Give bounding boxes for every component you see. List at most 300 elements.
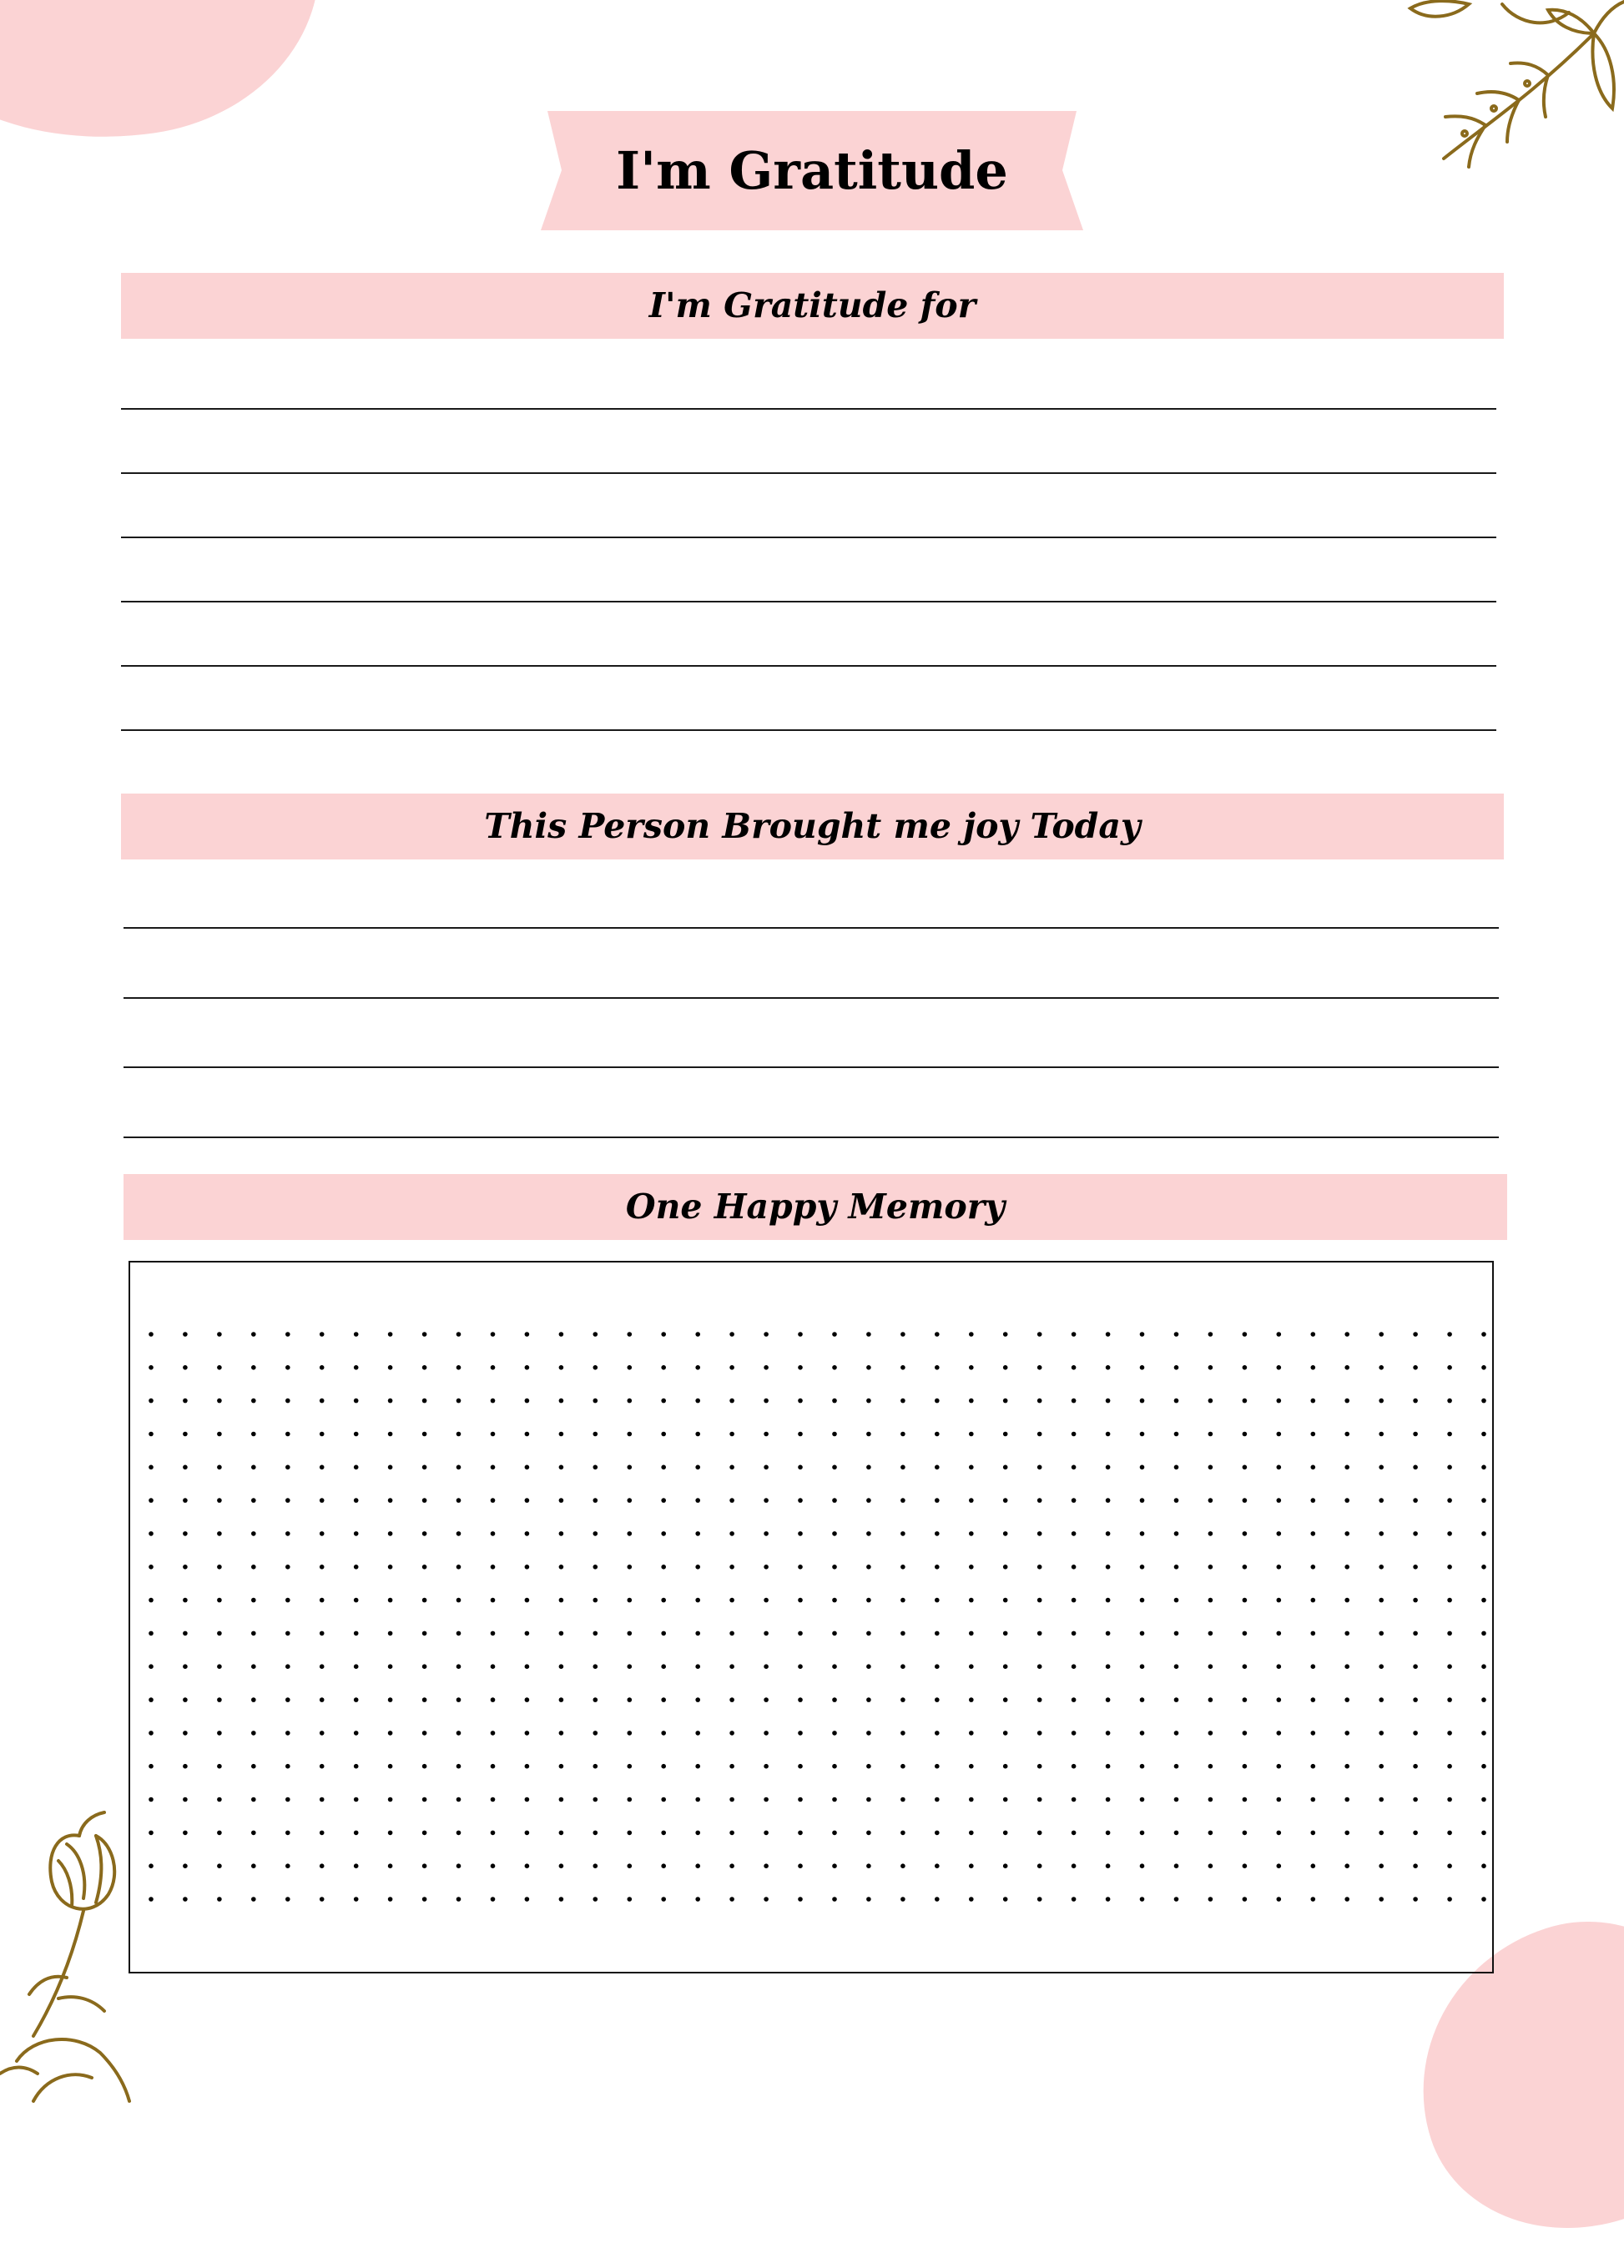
- grid-dot: [729, 1498, 734, 1503]
- grid-dot: [456, 1498, 461, 1503]
- grid-dot: [628, 1565, 633, 1570]
- grid-dot: [1344, 1664, 1349, 1669]
- grid-dot: [832, 1531, 837, 1536]
- grid-dot: [149, 1863, 154, 1868]
- grid-dot: [900, 1731, 905, 1736]
- grid-dot: [1447, 1598, 1452, 1603]
- grid-dot: [1106, 1831, 1111, 1836]
- grid-dot: [456, 1664, 461, 1669]
- title-banner: [541, 111, 1083, 230]
- grid-dot: [593, 1465, 598, 1470]
- grid-dot: [525, 1863, 530, 1868]
- grid-dot: [1344, 1399, 1349, 1404]
- grid-dot: [1174, 1863, 1179, 1868]
- grid-dot: [695, 1797, 700, 1802]
- grid-dot: [1072, 1631, 1077, 1636]
- grid-dot: [354, 1498, 359, 1503]
- grid-dot: [798, 1498, 803, 1503]
- grid-dot: [285, 1897, 290, 1902]
- grid-dot: [900, 1432, 905, 1437]
- grid-dot: [764, 1332, 769, 1337]
- grid-dot: [388, 1797, 393, 1802]
- grid-dot: [695, 1399, 700, 1404]
- grid-dot: [661, 1897, 666, 1902]
- grid-dot: [1140, 1498, 1145, 1503]
- grid-dot: [764, 1731, 769, 1736]
- grid-dot: [628, 1631, 633, 1636]
- grid-dot: [491, 1565, 496, 1570]
- grid-dot: [593, 1731, 598, 1736]
- grid-dot: [422, 1498, 427, 1503]
- grid-dot: [1379, 1531, 1384, 1536]
- grid-dot: [764, 1631, 769, 1636]
- grid-dot: [1208, 1664, 1213, 1669]
- grid-dot: [1344, 1797, 1349, 1802]
- grid-dot: [866, 1598, 871, 1603]
- grid-dot: [832, 1498, 837, 1503]
- grid-dot: [285, 1731, 290, 1736]
- grid-dot: [593, 1498, 598, 1503]
- grid-dot: [422, 1697, 427, 1702]
- grid-dot: [1174, 1432, 1179, 1437]
- grid-dot: [1311, 1399, 1316, 1404]
- grid-dot: [729, 1863, 734, 1868]
- grid-dot: [251, 1731, 256, 1736]
- grid-dot: [628, 1498, 633, 1503]
- grid-dot: [1003, 1863, 1008, 1868]
- grid-dot: [661, 1432, 666, 1437]
- grid-dot: [935, 1831, 940, 1836]
- grid-dot: [1072, 1764, 1077, 1769]
- grid-dot: [1208, 1531, 1213, 1536]
- grid-dot: [1447, 1631, 1452, 1636]
- grid-dot: [1140, 1565, 1145, 1570]
- grid-dot: [559, 1664, 564, 1669]
- grid-dot: [1413, 1764, 1418, 1769]
- grid-dot: [695, 1498, 700, 1503]
- grid-dot: [1106, 1797, 1111, 1802]
- grid-dot: [1379, 1432, 1384, 1437]
- grid-dot: [354, 1697, 359, 1702]
- grid-dot: [1140, 1598, 1145, 1603]
- grid-dot: [183, 1764, 188, 1769]
- grid-dot: [900, 1631, 905, 1636]
- grid-dot: [935, 1531, 940, 1536]
- grid-dot: [388, 1863, 393, 1868]
- grid-dot: [285, 1797, 290, 1802]
- grid-dot: [1174, 1664, 1179, 1669]
- grid-dot: [1311, 1831, 1316, 1836]
- grid-dot: [1481, 1897, 1486, 1902]
- grid-dot: [320, 1863, 325, 1868]
- grid-dot: [251, 1764, 256, 1769]
- grid-dot: [798, 1631, 803, 1636]
- grid-dot: [695, 1831, 700, 1836]
- grid-dot: [354, 1731, 359, 1736]
- grid-dot: [1379, 1731, 1384, 1736]
- grid-dot: [798, 1565, 803, 1570]
- grid-dot: [559, 1831, 564, 1836]
- grid-dot: [1072, 1365, 1077, 1370]
- grid-dot: [969, 1365, 974, 1370]
- grid-dot: [1344, 1598, 1349, 1603]
- grid-dot: [695, 1897, 700, 1902]
- grid-dot: [559, 1332, 564, 1337]
- grid-dot: [217, 1863, 222, 1868]
- grid-dot: [1277, 1465, 1282, 1470]
- grid-dot: [1072, 1465, 1077, 1470]
- grid-dot: [1311, 1664, 1316, 1669]
- grid-dot: [866, 1697, 871, 1702]
- grid-dot: [1106, 1697, 1111, 1702]
- grid-dot: [1481, 1565, 1486, 1570]
- grid-dot: [1106, 1764, 1111, 1769]
- section-heading-memory: One Happy Memory: [124, 1174, 1507, 1240]
- grid-dot: [1174, 1831, 1179, 1836]
- grid-dot: [217, 1831, 222, 1836]
- grid-dot: [866, 1797, 871, 1802]
- grid-dot: [183, 1797, 188, 1802]
- grid-dot: [251, 1863, 256, 1868]
- grid-dot: [525, 1664, 530, 1669]
- grid-dot: [900, 1764, 905, 1769]
- grid-dot: [593, 1365, 598, 1370]
- grid-dot: [1140, 1399, 1145, 1404]
- grid-dot: [1311, 1897, 1316, 1902]
- grid-dot: [1243, 1498, 1248, 1503]
- grid-dot: [251, 1565, 256, 1570]
- grid-dot: [388, 1664, 393, 1669]
- grid-dot: [900, 1697, 905, 1702]
- writing-line: [121, 537, 1496, 538]
- grid-dot: [628, 1531, 633, 1536]
- grid-dot: [1174, 1498, 1179, 1503]
- grid-dot: [1344, 1731, 1349, 1736]
- grid-dot: [183, 1664, 188, 1669]
- grid-dot: [1311, 1764, 1316, 1769]
- grid-dot: [320, 1897, 325, 1902]
- grid-dot: [149, 1365, 154, 1370]
- grid-dot: [388, 1399, 393, 1404]
- grid-dot: [900, 1797, 905, 1802]
- grid-dot: [422, 1897, 427, 1902]
- grid-dot: [217, 1531, 222, 1536]
- grid-dot: [1140, 1465, 1145, 1470]
- grid-dot: [661, 1731, 666, 1736]
- grid-dot: [935, 1764, 940, 1769]
- grid-dot: [1037, 1731, 1042, 1736]
- grid-dot: [1208, 1332, 1213, 1337]
- grid-dot: [559, 1498, 564, 1503]
- grid-dot: [1140, 1831, 1145, 1836]
- grid-dot: [559, 1697, 564, 1702]
- grid-dot: [1311, 1332, 1316, 1337]
- grid-dot: [1072, 1897, 1077, 1902]
- grid-dot: [935, 1631, 940, 1636]
- grid-dot: [1277, 1831, 1282, 1836]
- grid-dot: [285, 1764, 290, 1769]
- grid-dot: [628, 1863, 633, 1868]
- grid-dot: [832, 1831, 837, 1836]
- grid-dot: [251, 1664, 256, 1669]
- grid-dot: [1481, 1598, 1486, 1603]
- grid-dot: [1003, 1465, 1008, 1470]
- grid-dot: [1106, 1332, 1111, 1337]
- writing-line: [124, 1066, 1499, 1068]
- grid-dot: [149, 1797, 154, 1802]
- grid-dot: [969, 1831, 974, 1836]
- grid-dot: [1106, 1863, 1111, 1868]
- grid-dot: [935, 1365, 940, 1370]
- grid-dot: [1106, 1365, 1111, 1370]
- grid-dot: [1344, 1498, 1349, 1503]
- grid-dot: [832, 1731, 837, 1736]
- grid-dot: [491, 1697, 496, 1702]
- grid-dot: [1277, 1631, 1282, 1636]
- grid-dot: [559, 1797, 564, 1802]
- grid-dot: [1413, 1631, 1418, 1636]
- grid-dot: [1037, 1631, 1042, 1636]
- grid-dot: [1413, 1498, 1418, 1503]
- grid-dot: [798, 1664, 803, 1669]
- grid-dot: [798, 1697, 803, 1702]
- grid-dot: [1140, 1731, 1145, 1736]
- grid-dot: [866, 1565, 871, 1570]
- grid-dot: [1072, 1863, 1077, 1868]
- grid-dot: [695, 1565, 700, 1570]
- grid-dot: [1344, 1565, 1349, 1570]
- grid-dot: [320, 1697, 325, 1702]
- grid-dot: [1037, 1332, 1042, 1337]
- grid-dot: [900, 1831, 905, 1836]
- grid-dot: [1208, 1598, 1213, 1603]
- grid-dot: [1344, 1432, 1349, 1437]
- grid-dot: [1243, 1332, 1248, 1337]
- grid-dot: [217, 1664, 222, 1669]
- grid-dot: [183, 1731, 188, 1736]
- grid-dot: [969, 1764, 974, 1769]
- grid-dot: [1344, 1631, 1349, 1636]
- grid-dot: [525, 1697, 530, 1702]
- grid-dot: [354, 1631, 359, 1636]
- grid-dot: [969, 1631, 974, 1636]
- grid-dot: [422, 1831, 427, 1836]
- grid-dot: [935, 1465, 940, 1470]
- grid-dot: [1413, 1565, 1418, 1570]
- grid-dot: [388, 1831, 393, 1836]
- grid-dot: [183, 1598, 188, 1603]
- grid-dot: [798, 1731, 803, 1736]
- grid-dot: [1277, 1664, 1282, 1669]
- grid-dot: [388, 1465, 393, 1470]
- grid-dot: [1277, 1598, 1282, 1603]
- grid-dot: [320, 1332, 325, 1337]
- grid-dot: [695, 1631, 700, 1636]
- grid-dot: [251, 1498, 256, 1503]
- grid-dot: [832, 1797, 837, 1802]
- grid-dot: [217, 1365, 222, 1370]
- grid-dot: [559, 1897, 564, 1902]
- grid-dot: [798, 1863, 803, 1868]
- grid-dot: [1140, 1365, 1145, 1370]
- grid-dot: [798, 1399, 803, 1404]
- grid-dot: [388, 1764, 393, 1769]
- grid-dot: [764, 1465, 769, 1470]
- grid-dot: [1106, 1531, 1111, 1536]
- grid-dot: [935, 1432, 940, 1437]
- grid-dot: [1106, 1399, 1111, 1404]
- grid-dot: [1037, 1697, 1042, 1702]
- grid-dot: [935, 1332, 940, 1337]
- grid-dot: [1003, 1432, 1008, 1437]
- grid-dot: [285, 1697, 290, 1702]
- grid-dot: [1174, 1797, 1179, 1802]
- grid-dot: [661, 1498, 666, 1503]
- grid-dot: [1413, 1897, 1418, 1902]
- grid-dot: [320, 1465, 325, 1470]
- grid-dot: [251, 1332, 256, 1337]
- grid-dot: [183, 1697, 188, 1702]
- grid-dot: [1379, 1863, 1384, 1868]
- grid-dot: [1208, 1465, 1213, 1470]
- grid-dot: [661, 1697, 666, 1702]
- grid-dot: [729, 1399, 734, 1404]
- grid-dot: [1003, 1332, 1008, 1337]
- grid-dot: [1447, 1897, 1452, 1902]
- grid-dot: [1379, 1498, 1384, 1503]
- grid-dot: [695, 1531, 700, 1536]
- grid-dot: [1344, 1365, 1349, 1370]
- grid-dot: [285, 1863, 290, 1868]
- grid-dot: [1174, 1598, 1179, 1603]
- grid-dot: [491, 1432, 496, 1437]
- grid-dot: [320, 1797, 325, 1802]
- grid-dot: [285, 1565, 290, 1570]
- grid-dot: [900, 1498, 905, 1503]
- grid-dot: [1243, 1399, 1248, 1404]
- grid-dot: [1174, 1365, 1179, 1370]
- grid-dot: [1037, 1598, 1042, 1603]
- grid-dot: [456, 1863, 461, 1868]
- grid-dot: [285, 1498, 290, 1503]
- grid-dot: [969, 1664, 974, 1669]
- grid-dot: [217, 1465, 222, 1470]
- grid-dot: [1072, 1664, 1077, 1669]
- memory-dot-grid-box: [129, 1261, 1494, 1973]
- grid-dot: [1243, 1664, 1248, 1669]
- grid-dot: [1243, 1432, 1248, 1437]
- grid-dot: [969, 1565, 974, 1570]
- grid-dot: [1140, 1863, 1145, 1868]
- grid-dot: [900, 1399, 905, 1404]
- grid-dot: [354, 1332, 359, 1337]
- grid-dot: [491, 1664, 496, 1669]
- grid-dot: [593, 1432, 598, 1437]
- grid-dot: [388, 1565, 393, 1570]
- grid-dot: [1106, 1598, 1111, 1603]
- grid-dot: [1481, 1831, 1486, 1836]
- grid-dot: [1003, 1764, 1008, 1769]
- grid-dot: [559, 1631, 564, 1636]
- grid-dot: [866, 1631, 871, 1636]
- grid-dot: [217, 1764, 222, 1769]
- grid-dot: [320, 1399, 325, 1404]
- grid-dot: [661, 1831, 666, 1836]
- grid-dot: [354, 1831, 359, 1836]
- grid-dot: [559, 1731, 564, 1736]
- grid-dot: [491, 1731, 496, 1736]
- grid-dot: [388, 1897, 393, 1902]
- pink-blob-top-left: [0, 0, 340, 165]
- grid-dot: [764, 1797, 769, 1802]
- grid-dot: [1243, 1598, 1248, 1603]
- grid-dot: [661, 1664, 666, 1669]
- grid-dot: [661, 1863, 666, 1868]
- grid-dot: [866, 1531, 871, 1536]
- grid-dot: [1344, 1332, 1349, 1337]
- grid-dot: [422, 1531, 427, 1536]
- grid-dot: [1481, 1797, 1486, 1802]
- grid-dot: [695, 1598, 700, 1603]
- grid-dot: [251, 1797, 256, 1802]
- grid-dot: [1072, 1797, 1077, 1802]
- grid-dot: [1379, 1831, 1384, 1836]
- grid-dot: [1413, 1863, 1418, 1868]
- grid-dot: [935, 1565, 940, 1570]
- grid-dot: [593, 1697, 598, 1702]
- grid-dot: [1003, 1531, 1008, 1536]
- grid-dot: [1003, 1598, 1008, 1603]
- grid-dot: [1243, 1831, 1248, 1836]
- grid-dot: [491, 1631, 496, 1636]
- grid-dot: [183, 1332, 188, 1337]
- grid-dot: [388, 1365, 393, 1370]
- grid-dot: [559, 1598, 564, 1603]
- grid-dot: [456, 1399, 461, 1404]
- grid-dot: [217, 1897, 222, 1902]
- grid-dot: [1447, 1365, 1452, 1370]
- grid-dot: [1037, 1863, 1042, 1868]
- grid-dot: [1003, 1565, 1008, 1570]
- grid-dot: [183, 1365, 188, 1370]
- grid-dot: [217, 1332, 222, 1337]
- grid-dot: [456, 1332, 461, 1337]
- grid-dot: [798, 1332, 803, 1337]
- grid-dot: [832, 1365, 837, 1370]
- grid-dot: [456, 1565, 461, 1570]
- grid-dot: [1447, 1863, 1452, 1868]
- grid-dot: [1037, 1797, 1042, 1802]
- grid-dot: [866, 1897, 871, 1902]
- grid-dot: [729, 1531, 734, 1536]
- grid-dot: [1447, 1797, 1452, 1802]
- grid-dot: [422, 1797, 427, 1802]
- grid-dot: [285, 1432, 290, 1437]
- grid-dot: [491, 1332, 496, 1337]
- grid-dot: [661, 1399, 666, 1404]
- grid-dot: [1106, 1664, 1111, 1669]
- grid-dot: [354, 1399, 359, 1404]
- grid-dot: [1413, 1465, 1418, 1470]
- grid-dot: [661, 1764, 666, 1769]
- grid-dot: [1106, 1631, 1111, 1636]
- grid-dot: [1072, 1831, 1077, 1836]
- grid-dot: [1413, 1697, 1418, 1702]
- grid-dot: [149, 1565, 154, 1570]
- grid-dot: [935, 1731, 940, 1736]
- grid-dot: [1413, 1432, 1418, 1437]
- grid-dot: [695, 1764, 700, 1769]
